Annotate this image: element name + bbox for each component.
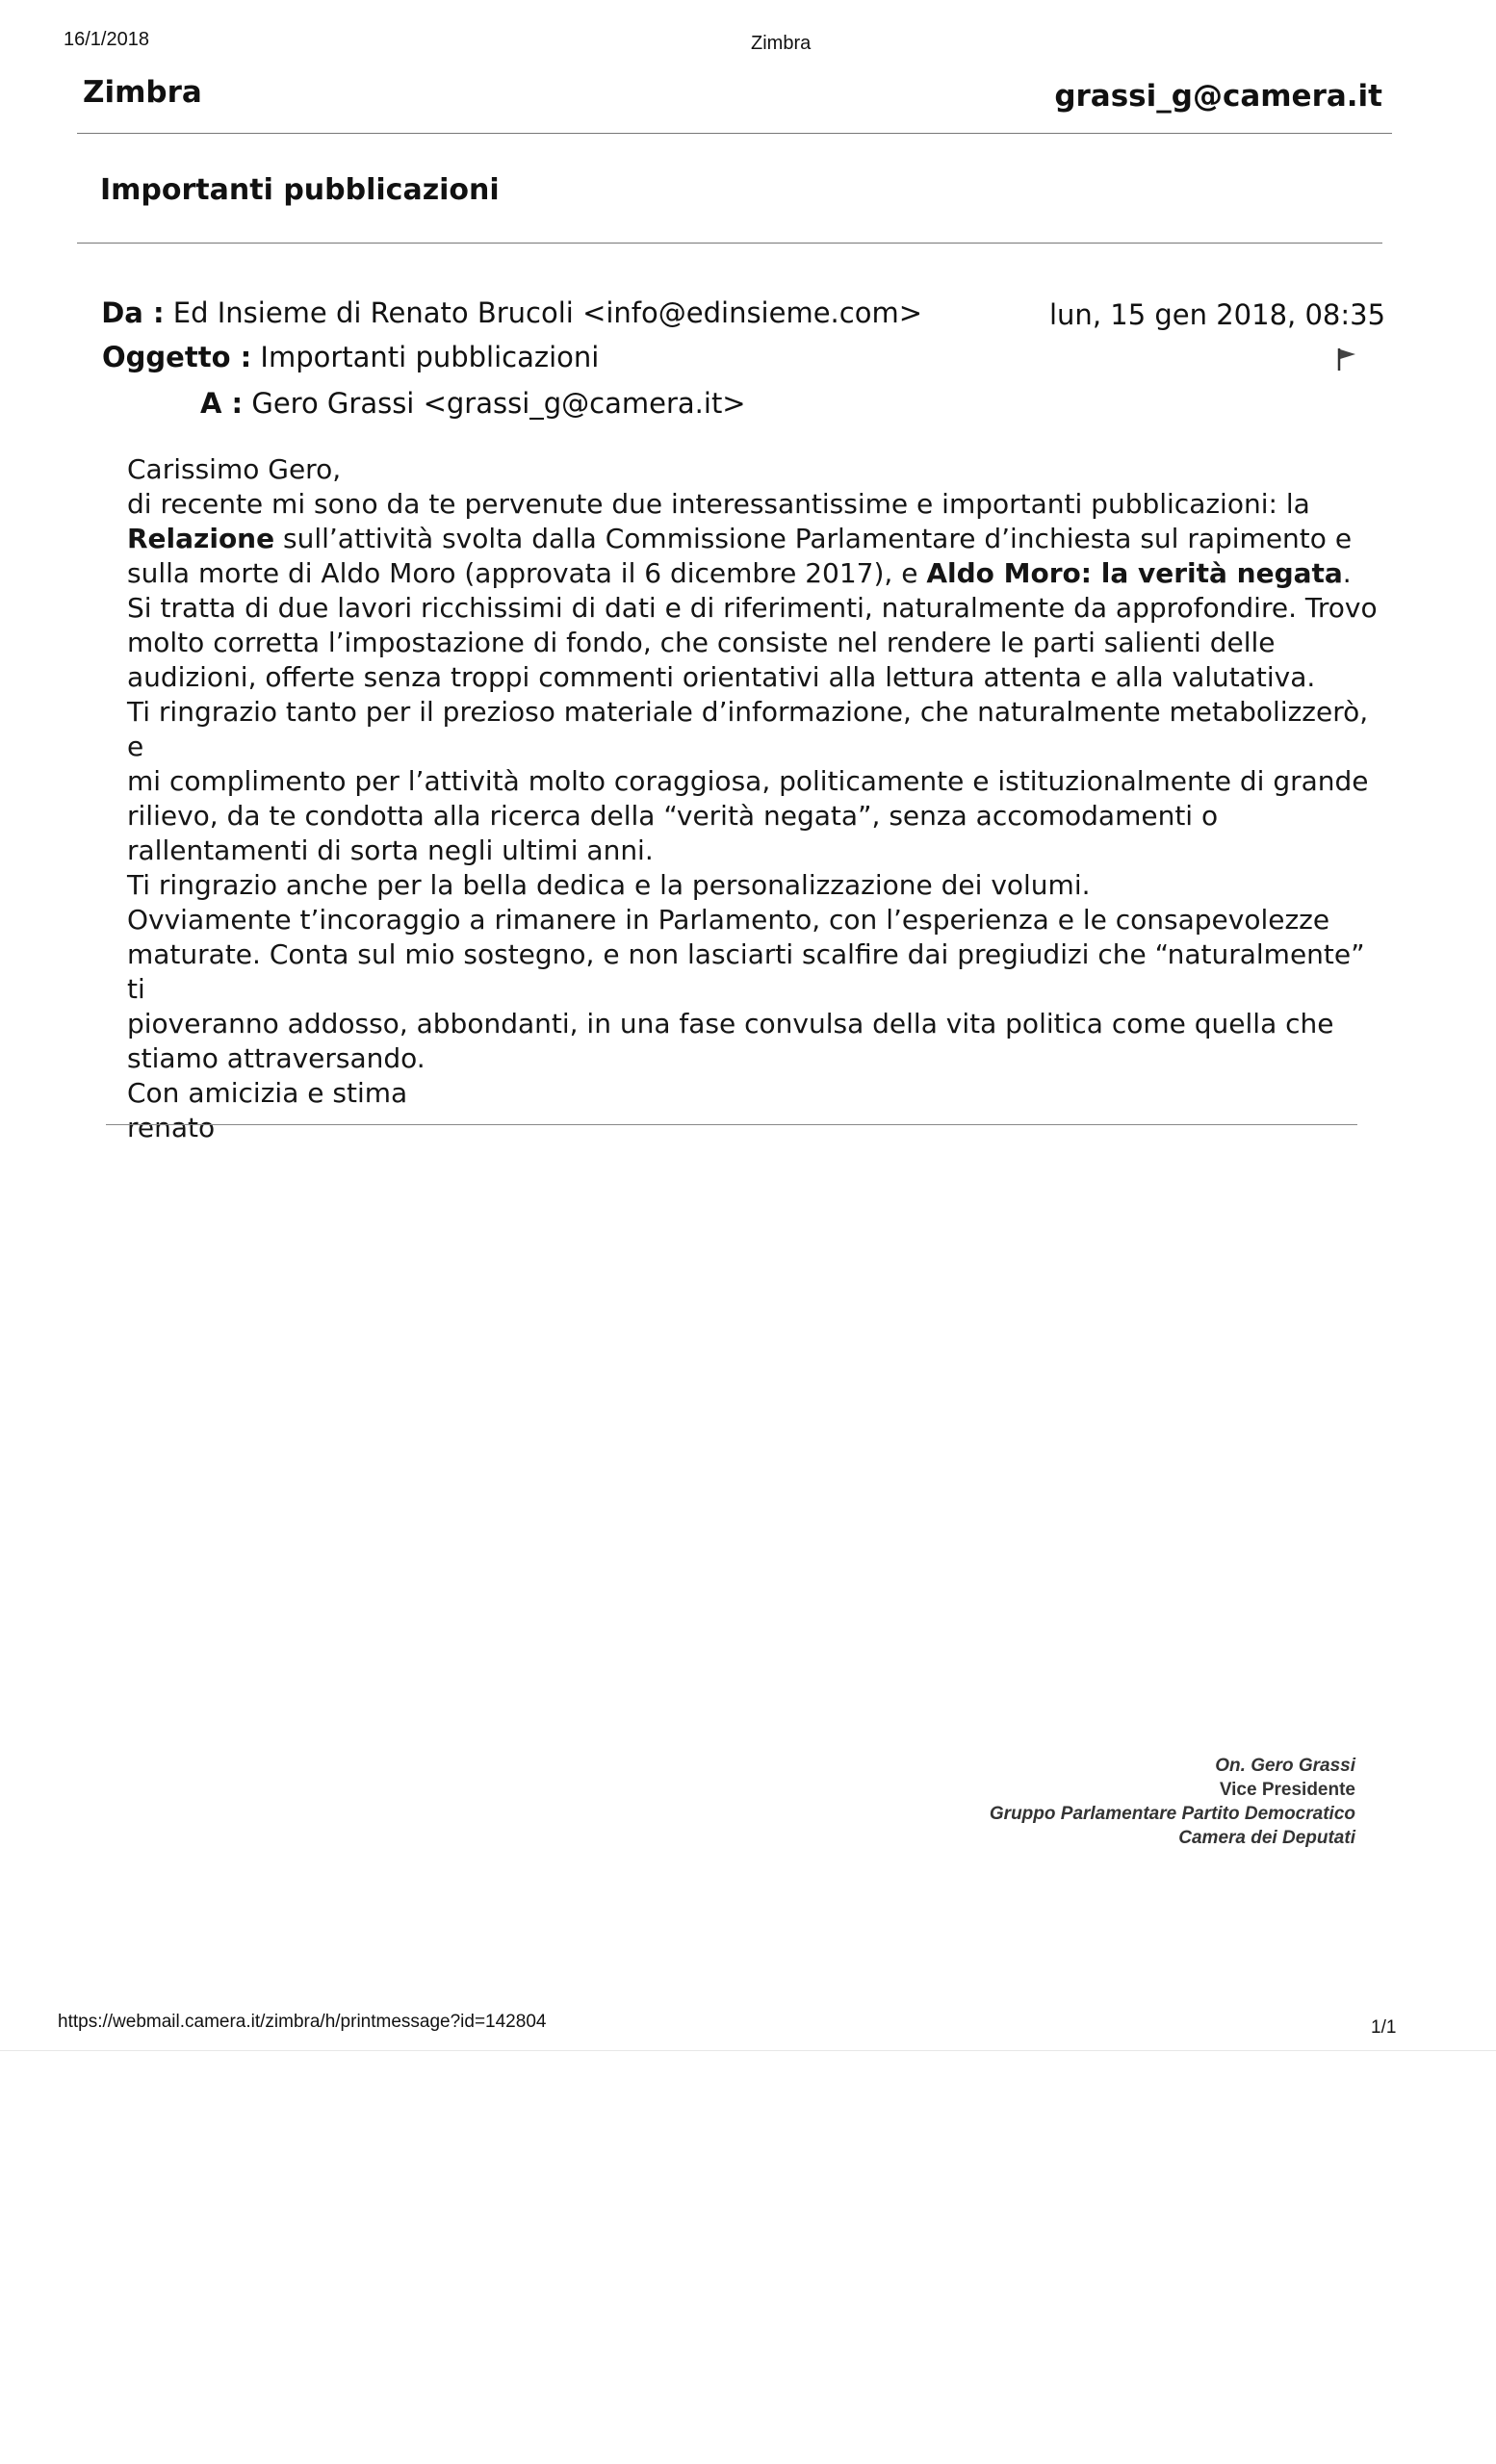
body-greeting: Carissimo Gero,	[127, 453, 342, 485]
print-date: 16/1/2018	[64, 29, 149, 50]
print-title: Zimbra	[751, 33, 812, 54]
body-p1-b: sull’attività svolta dalla Commissione Parlamentare d’inchiesta sul rapimento e sulla morte di Aldo Moro (approvata il 6 dicembre 2017), e	[127, 523, 1353, 589]
stamp-line-chamber: Camera dei Deputati	[1178, 1828, 1355, 1848]
from-value: Ed Insieme di Renato Brucoli <info@edinsieme.com>	[172, 296, 922, 329]
subject-divider	[77, 243, 1382, 244]
message-date: lun, 15 gen 2018, 08:35	[1049, 298, 1386, 331]
body-bold-relazione: Relazione	[127, 523, 275, 554]
print-url: https://webmail.camera.it/zimbra/h/printmessage?id=142804	[58, 2012, 547, 2032]
to-row	[200, 387, 746, 420]
scan-edge	[0, 2050, 1496, 2051]
stamp-line-group: Gruppo Parlamentare Partito Democratico	[989, 1804, 1355, 1824]
flag-icon[interactable]	[1336, 346, 1357, 372]
subject-value: Importanti pubblicazioni	[260, 341, 600, 373]
to-value: Gero Grassi <grassi_g@camera.it>	[251, 387, 746, 420]
from-label: Da :	[101, 296, 165, 329]
app-name: Zimbra	[83, 75, 202, 110]
from-row	[101, 296, 922, 329]
header-divider	[77, 133, 1392, 134]
subject-row	[102, 341, 599, 373]
body-bold-book-title: Aldo Moro: la verità negata	[926, 557, 1343, 589]
stamp-line-role: Vice Presidente	[1219, 1780, 1355, 1800]
page-count: 1/1	[1371, 2017, 1397, 2038]
signature-stamp	[990, 1754, 1355, 1850]
body-divider	[106, 1124, 1357, 1125]
account-email: grassi_g@camera.it	[1054, 79, 1382, 114]
body-p1-c: . Si tratta di due lavori ricchissimi di dati e di riferimenti, naturalmente da approfondire. Trovo molto corretta l’impostazione di fondo, che consiste nel rendere le parti salienti delle audizioni, offerte senza troppi commenti orientativi alla lettura attenta e alla valutativa. Ti ringrazio tanto per il prezioso materiale d’informazione, che naturalmente metabolizzerò, e mi complimento per l’attività molto coraggiosa, politicamente e istituzionalmente di grande rilievo, da te condotta alla ricerca della “verità negata”, senza accomodamenti o rallentamenti di sorta negli ultimi anni. Ti ringrazio anche per la bella dedica e la personalizzazione dei volumi. Ovviamente t’incoraggio a rimanere in Parlamento, con l’esperienza e le consapevolezze maturate. Conta sul mio sostegno, e non lasciarti scalfire dai pregiudizi che “naturalmente” ti pioveranno addosso, abbondanti, in una fase convulsa della vita politica come quella che stiamo attraversando. Con amicizia e stima renato	[127, 557, 1378, 1143]
message-subject-title: Importanti pubblicazioni	[100, 173, 500, 207]
subject-label: Oggetto :	[102, 341, 252, 373]
to-label: A :	[200, 387, 244, 420]
message-body	[127, 452, 1379, 1145]
body-p1-a: di recente mi sono da te pervenute due interessantissime e importanti pubblicazioni: la	[127, 488, 1310, 520]
stamp-line-name: On. Gero Grassi	[1215, 1756, 1355, 1776]
